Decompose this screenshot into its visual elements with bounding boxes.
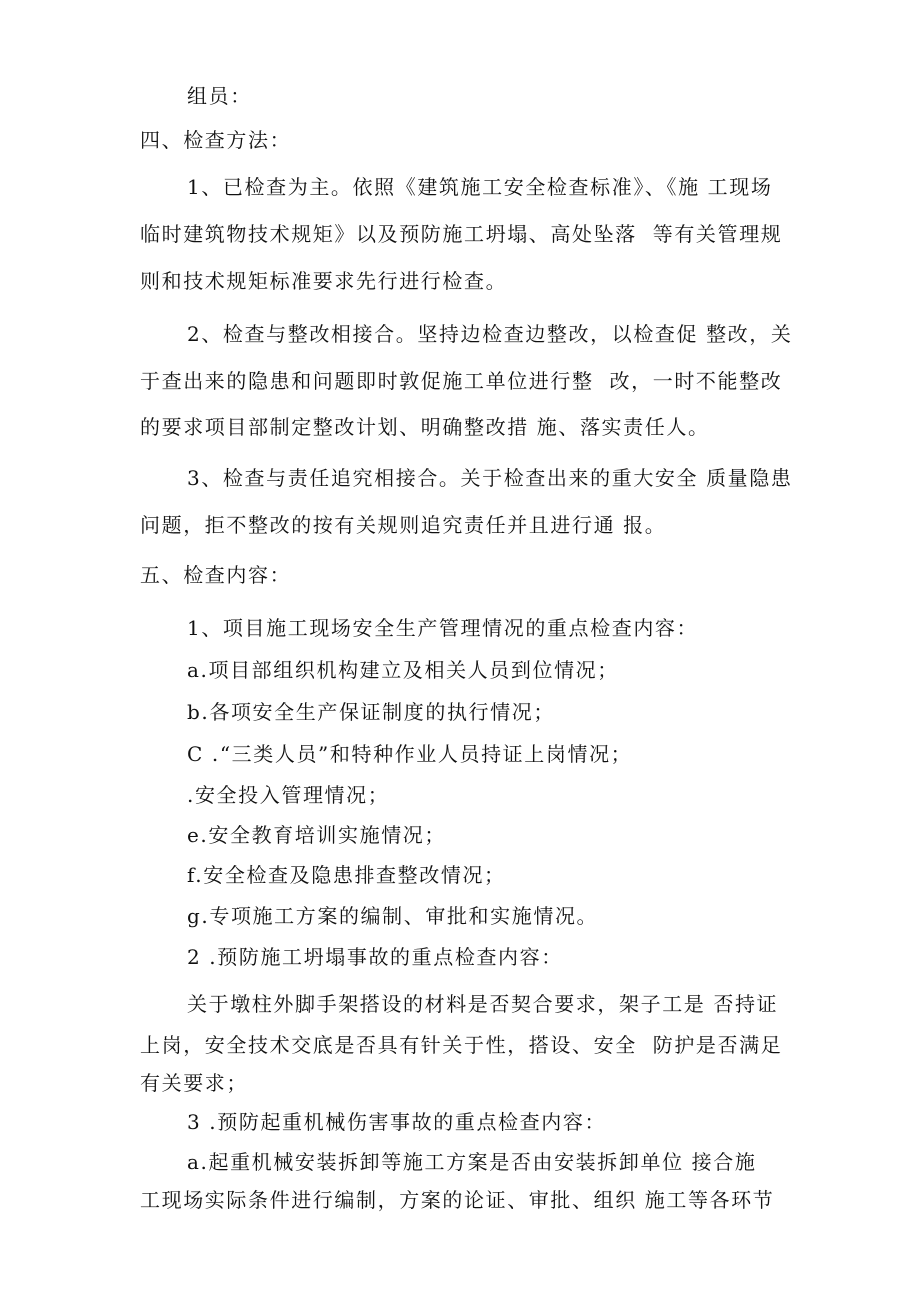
method-1-line-2: 临时建筑物技术规矩》以及预防施工坍塌、高处坠落 等有关管理规 bbox=[140, 222, 783, 246]
method-3-line-1: 3、检查与责任追究相接合。关于检查出来的重大安全 质量隐患 bbox=[187, 466, 793, 490]
method-2-line-2: 于查出来的隐患和问题即时敦促施工单位进行整 改，一时不能整改 bbox=[140, 369, 783, 393]
content-2-title: 2 .预防施工坍塌事故的重点检查内容： bbox=[187, 945, 563, 969]
content-2-line-1: 关于墩柱外脚手架搭设的材料是否契合要求，架子工是 否持证 bbox=[187, 992, 779, 1016]
content-1-item-b: b.各项安全生产保证制度的执行情况； bbox=[187, 700, 555, 724]
content-1-item-f: f.安全检查及隐患排查整改情况； bbox=[187, 863, 506, 887]
method-2-line-1: 2、检查与整改相接合。坚持边检查边整改，以检查促 整改，关 bbox=[187, 322, 793, 346]
content-2-line-2: 上岗，安全技术交底是否具有针关于性，搭设、安全 防护是否满足 bbox=[140, 1033, 783, 1057]
content-3-title: 3 .预防起重机械伤害事故的重点检查内容： bbox=[187, 1110, 607, 1134]
content-1-item-e: e.安全教育培训实施情况； bbox=[187, 823, 446, 847]
method-1-line-1: 1、已检查为主。依照《建筑施工安全检查标准》、《施 工现场 bbox=[187, 175, 773, 199]
section-4-heading: 四、检查方法： bbox=[140, 128, 292, 152]
content-2-line-3: 有关要求； bbox=[140, 1071, 248, 1095]
content-1-title: 1、项目施工现场安全生产管理情况的重点检查内容： bbox=[187, 616, 699, 640]
method-2-line-3: 的要求项目部制定整改计划、明确整改措 施、落实责任人。 bbox=[140, 415, 710, 439]
method-3-line-2: 问题，拒不整改的按有关规则追究责任并且进行通 报。 bbox=[140, 513, 667, 537]
method-1-line-3: 则和技术规矩标准要求先行进行检查。 bbox=[140, 269, 508, 293]
section-5-heading: 五、检查内容： bbox=[140, 563, 292, 587]
content-1-item-c: C .“三类人员”和特种作业人员持证上岗情况； bbox=[187, 742, 633, 766]
members-label: 组员： bbox=[187, 84, 252, 108]
content-1-item-d: .安全投入管理情况； bbox=[187, 783, 390, 807]
content-3-line-2: 工现场实际条件进行编制，方案的论证、审批、组织 施工等各环节 bbox=[140, 1188, 775, 1212]
content-3-line-1: a.起重机械安装拆卸等施工方案是否由安装拆卸单位 接合施 bbox=[187, 1150, 757, 1174]
content-1-item-a: a.项目部组织机构建立及相关人员到位情况； bbox=[187, 658, 619, 682]
content-1-item-g: g.专项施工方案的编制、审批和实施情况。 bbox=[187, 904, 599, 928]
